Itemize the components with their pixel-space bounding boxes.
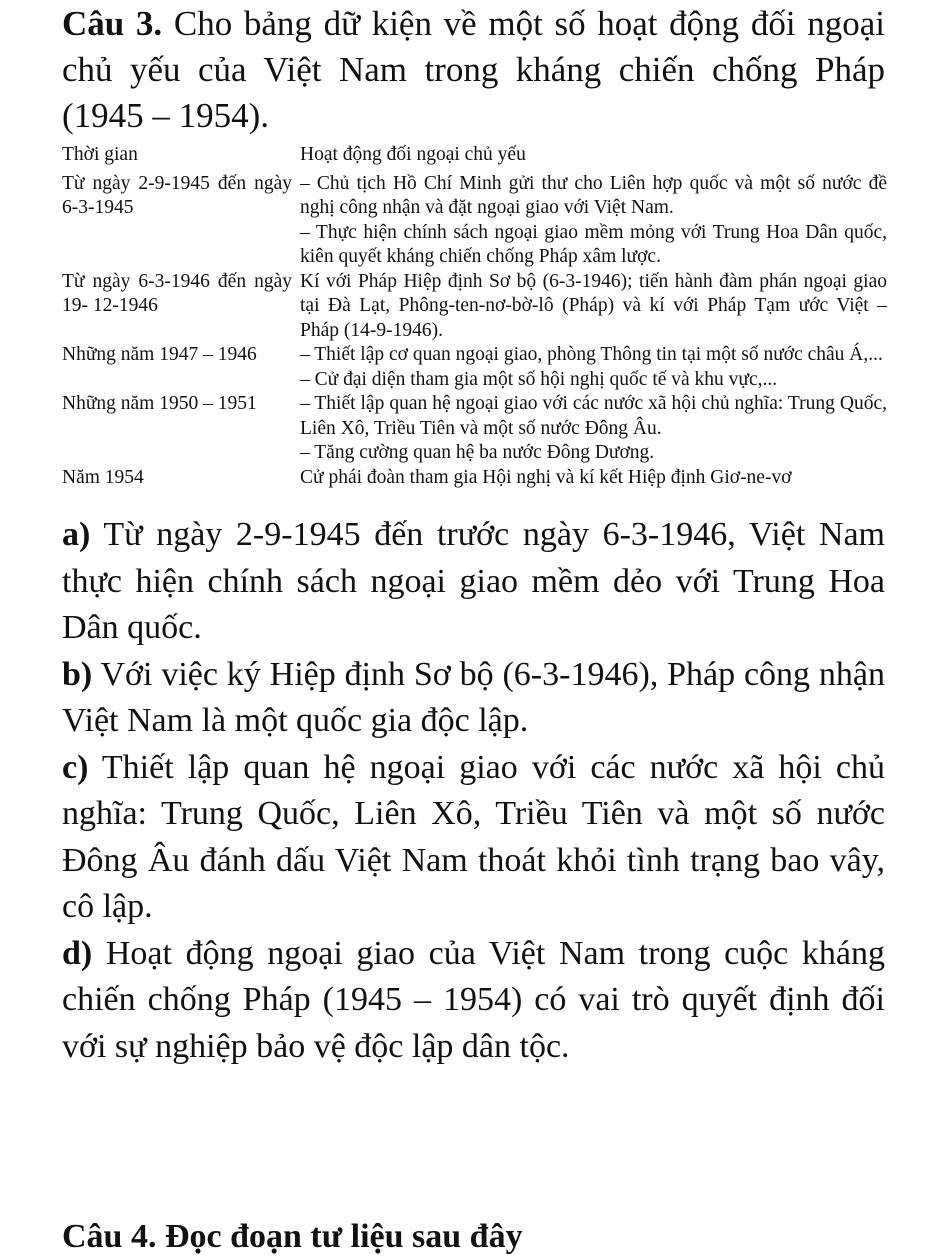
row-activities — [300, 466, 887, 491]
row-time: Từ ngày 6-3-1946 đến ngày 19- 12-1946 — [62, 270, 292, 316]
table-row — [62, 392, 887, 466]
table-row — [62, 270, 887, 344]
statement-label: d) — [62, 934, 93, 972]
next-question-text: Câu 4. Đọc đoạn tư liệu sau đây — [62, 1218, 523, 1255]
header-activity: Hoạt động đối ngoại chủ yếu — [300, 144, 526, 165]
table-row — [62, 466, 887, 491]
activity-item: – Tăng cường quan hệ ba nước Đông Dương. — [300, 442, 655, 463]
statement-b — [62, 652, 885, 745]
statement-d — [62, 931, 885, 1071]
statement-text: Với việc ký Hiệp định Sơ bộ (6-3-1946), Pháp công nhận Việt Nam là một quốc gia độc lập. — [62, 655, 885, 739]
question-label: Câu 3. — [62, 4, 163, 43]
table-row — [62, 343, 887, 392]
statement-text: Từ ngày 2-9-1945 đến trước ngày 6-3-1946, Việt Nam thực hiện chính sách ngoại giao mềm dẻo với Trung Hoa Dân quốc. — [62, 516, 885, 646]
header-time: Thời gian — [62, 144, 138, 165]
activity-item: Kí với Pháp Hiệp định Sơ bộ (6-3-1946); tiến hành đàm phán ngoại giao tại Đà Lạt, Phông-ten-nơ-bờ-lô (Pháp) và kí với Pháp Tạm ước Việt – Pháp (14-9-1946). — [300, 270, 887, 341]
row-activities — [300, 270, 887, 344]
activity-item: Cử phái đoàn tham gia Hội nghị và kí kết Hiệp định Giơ-ne-vơ — [300, 466, 792, 488]
statement-a — [62, 512, 885, 652]
activity-item: – Cử đại diện tham gia một số hội nghị quốc tế và khu vực,... — [300, 368, 778, 390]
question-text: Cho bảng dữ kiện về một số hoạt động đối ngoại chủ yếu của Việt Nam trong kháng chiến chống Pháp (1945 – 1954). — [62, 4, 886, 135]
statement-text: Thiết lập quan hệ ngoại giao với các nước xã hội chủ nghĩa: Trung Quốc, Liên Xô, Triều Tiên và một số nước Đông Âu đánh dấu Việt Nam thoát khỏi tình trạng bao vây, cô lập. — [62, 748, 886, 925]
row-time: Những năm 1950 – 1951 — [62, 393, 257, 414]
activity-item: – Thiết lập cơ quan ngoại giao, phòng Thông tin tại một số nước châu Á,... — [300, 344, 883, 365]
row-activities — [300, 343, 887, 392]
statement-c — [62, 745, 885, 931]
statements-list — [62, 512, 885, 1070]
table-header-row — [62, 143, 887, 168]
question-title — [62, 0, 885, 139]
next-question-cutoff — [62, 1206, 523, 1255]
activity-item: – Thực hiện chính sách ngoại giao mềm mỏng với Trung Hoa Dân quốc, kiên quyết kháng chiến chống Pháp xâm lược. — [300, 221, 887, 267]
activity-item: – Thiết lập quan hệ ngoại giao với các nước xã hội chủ nghĩa: Trung Quốc, Liên Xô, Triều Tiên và một số nước Đông Âu. — [300, 393, 887, 439]
activity-item: – Chủ tịch Hồ Chí Minh gửi thư cho Liên hợp quốc và một số nước đề nghị công nhận và đặt ngoại giao với Việt Nam. — [300, 172, 887, 218]
row-time: Từ ngày 2-9-1945 đến ngày 6-3-1945 — [62, 172, 292, 218]
row-time: Năm 1954 — [62, 466, 144, 488]
statement-label: c) — [62, 748, 89, 786]
statement-text: Hoạt động ngoại giao của Việt Nam trong cuộc kháng chiến chống Pháp (1945 – 1954) có vai trò quyết định đối với sự nghiệp bảo vệ độc lập dân tộc. — [62, 934, 885, 1065]
table-row — [62, 172, 887, 270]
row-time: Những năm 1947 – 1946 — [62, 344, 257, 365]
row-activities — [300, 172, 887, 270]
row-activities — [300, 392, 887, 466]
facts-table — [62, 143, 887, 490]
statement-label: b) — [62, 655, 93, 693]
statement-label: a) — [62, 516, 91, 553]
